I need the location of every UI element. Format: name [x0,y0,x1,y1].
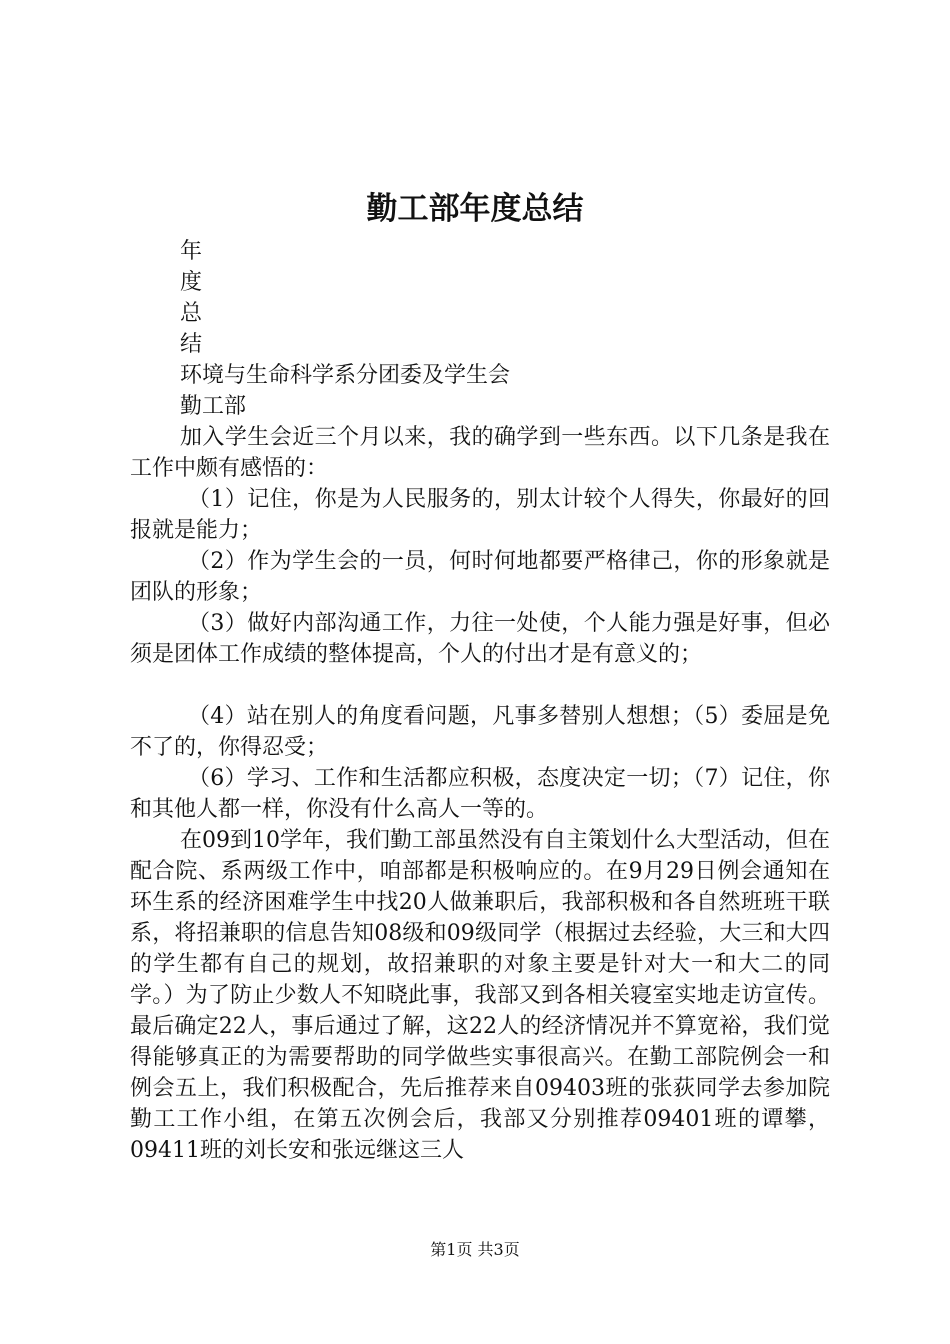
header-line-3: 总 [180,301,203,326]
section-line: 勤工部 [180,394,247,419]
point-6-7: （6）学习、工作和生活都应积极，态度决定一切；（7）记住，你和其他人都一样，你没有什么高人一等的。 [130,766,830,822]
department-line: 环境与生命科学系分团委及学生会 [180,363,511,388]
intro-paragraph: 加入学生会近三个月以来，我的确学到一些东西。以下几条是我在工作中颇有感悟的： [130,425,830,481]
point-3: （3）做好内部沟通工作，力往一处使，个人能力强是好事，但必须是团体工作成绩的整体提高，个人的付出才是有意义的； [130,611,830,667]
header-line-1: 年 [180,239,203,264]
blank-line [130,670,830,701]
header-line-4: 结 [180,332,203,357]
point-2: （2）作为学生会的一员，何时何地都要严格律己，你的形象就是团队的形象； [130,549,830,605]
document-title: 勤工部年度总结 [366,191,584,227]
page-footer: 第1页 共3页 [430,1240,520,1259]
point-4-5: （4）站在别人的角度看问题，凡事多替别人想想；（5）委屈是免不了的，你得忍受； [130,704,830,760]
point-1: （1）记住，你是为人民服务的，别太计较个人得失，你最好的回报就是能力； [130,487,830,543]
header-line-2: 度 [180,270,203,295]
document-body [130,236,830,1166]
body-paragraph: 在09到10学年，我们勤工部虽然没有自主策划什么大型活动，但在配合院、系两级工作中，咱部都是积极响应的。在9月29日例会通知在环生系的经济困难学生中找20人做兼职后，我部积极和各自然班班干联系，将招兼职的信息告知08级和09级同学（根据过去经验，大三和大四的学生都有自己的规划，故招兼职的对象主要是针对大一和大二的同学。）为了防止少数人不知晓此事，我部又到各相关寝室实地走访宣传。最后确定22人，事后通过了解，这22人的经济情况并不算宽裕，我们觉得能够真正的为需要帮助的同学做些实事很高兴。在勤工部院例会一和例会五上，我们积极配合，先后推荐来自09403班的张荻同学去参加院勤工工作小组，在第五次例会后，我部又分别推荐09401班的谭攀，09411班的刘长安和张远继这三人 [130,828,830,1163]
